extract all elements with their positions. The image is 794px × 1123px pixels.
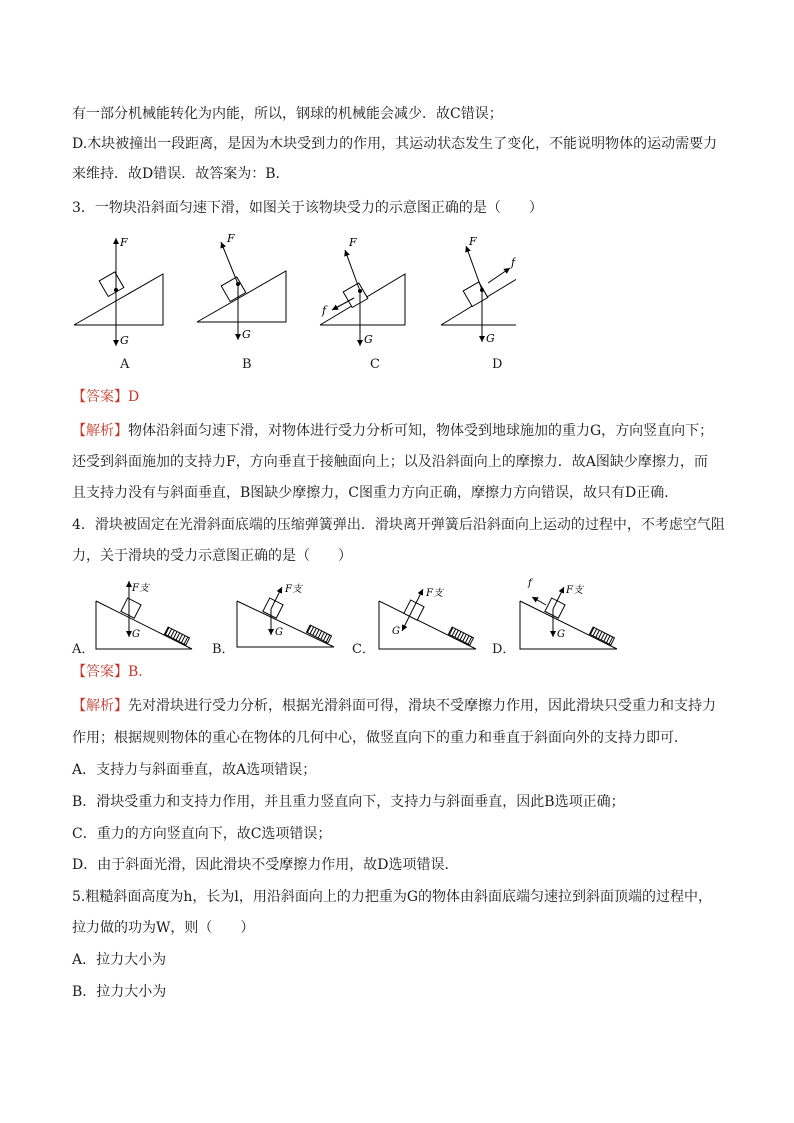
text-line-3: 来维持．故D错误．故答案为：B． [72,166,290,182]
question-5-line-1: 5.粗糙斜面高度为h，长为l，用沿斜面向上的力把重为G的物体由斜面底端匀速拉到斜面顶端的过程中， [72,889,713,905]
option-label-b: B [242,357,252,372]
text-line-2: D.木块被撞出一段距离，是因为木块受到力的作用，其运动状态发生了变化，不能说明物体的运动需要力 [72,136,718,152]
analysis-4-option-a: A．支持力与斜面垂直，故A选项错误； [72,762,317,778]
figure-q3 [66,228,516,378]
question-5-line-2: 拉力做的功为W，则（ ） [72,920,255,936]
q4-c-G: G [392,626,400,637]
analysis-3-line-1: 【解析】物体沿斜面匀速下滑，对物体进行受力分析可知，物体受到地球施加的重力G，方向竖直向下； [72,423,714,439]
label-d-G: G [486,332,495,345]
label-c-F: F [349,236,357,249]
q4-c-F: F支 [426,588,443,599]
label-a-G: G [120,334,129,347]
q4-d-F: F支 [566,585,583,596]
option-label-a: A [120,357,130,372]
analysis-4-option-d: D．由于斜面光滑，因此滑块不受摩擦力作用，故D选项错误． [72,857,459,873]
label-d-F: F [469,235,477,248]
figure-q4 [66,575,626,655]
text-line-1: 有一部分机械能转化为内能，所以，钢球的机械能会减少．故C错误； [72,106,503,122]
q4-option-b: B． [212,642,235,657]
q4-b-F: F支 [285,584,302,595]
q4-d-G: G [557,629,565,640]
q4-d-f: f [528,578,532,589]
analysis-4-line-2: 作用；根据规则物体的重心在物体的几何中心，做竖直向下的重力和垂直于斜面向外的支持力即可． [72,730,688,746]
label-a-F: F [120,236,128,249]
label-c-G: G [364,333,373,346]
diagram-b [197,242,286,340]
diagram-a [74,238,163,346]
label-b-G: G [242,328,251,341]
diagram-c [320,250,405,346]
label-d-f: f [511,256,516,269]
q4-option-c: C． [352,642,375,657]
label-b-F: F [227,232,235,245]
question-5-option-a: A．拉力大小为 [72,952,167,968]
question-4-line-1: 4．滑块被固定在光滑斜面底端的压缩弹簧弹出．滑块离开弹簧后沿斜面向上运动的过程中，不考虑空气阻 [72,517,725,533]
q4-a-G: G [132,629,140,640]
q4-a-F: F支 [132,583,149,594]
analysis-4-option-c: C．重力的方向竖直向下，故C选项错误； [72,826,332,842]
analysis-4-line-1: 【解析】先对滑块进行受力分析，根据光滑斜面可得，滑块不受摩擦力作用，因此滑块只受重力和支持力 [72,698,716,714]
option-label-c: C [370,357,380,372]
analysis-4-option-b: B．滑块受重力和支持力作用，并且重力竖直向下，支持力与斜面垂直，因此B选项正确； [72,794,625,810]
question-5-option-b: B．拉力大小为 [72,984,167,1000]
question-4-line-2: 力，关于滑块的受力示意图正确的是（ ） [72,548,352,564]
label-c-f: f [322,304,327,317]
q4-option-a: A． [72,642,95,657]
question-3: 3．一物块沿斜面匀速下滑，如图关于该物块受力的示意图正确的是（ ） [72,200,543,216]
diagram-d [441,246,516,342]
answer-4: 【答案】B． [72,664,153,680]
option-label-d: D [492,357,503,372]
analysis-3-line-2: 还受到斜面施加的支持力F，方向垂直于接触面向上；以及沿斜面向上的摩擦力．故A图缺少摩擦力，而 [72,454,708,470]
q4-b-G: G [275,627,283,638]
analysis-3-line-3: 且支持力没有与斜面垂直，B图缺少摩擦力，C图重力方向正确，摩擦力方向错误，故只有D正确． [72,485,679,501]
q4-option-d: D． [492,642,516,657]
answer-3: 【答案】D [72,389,140,405]
